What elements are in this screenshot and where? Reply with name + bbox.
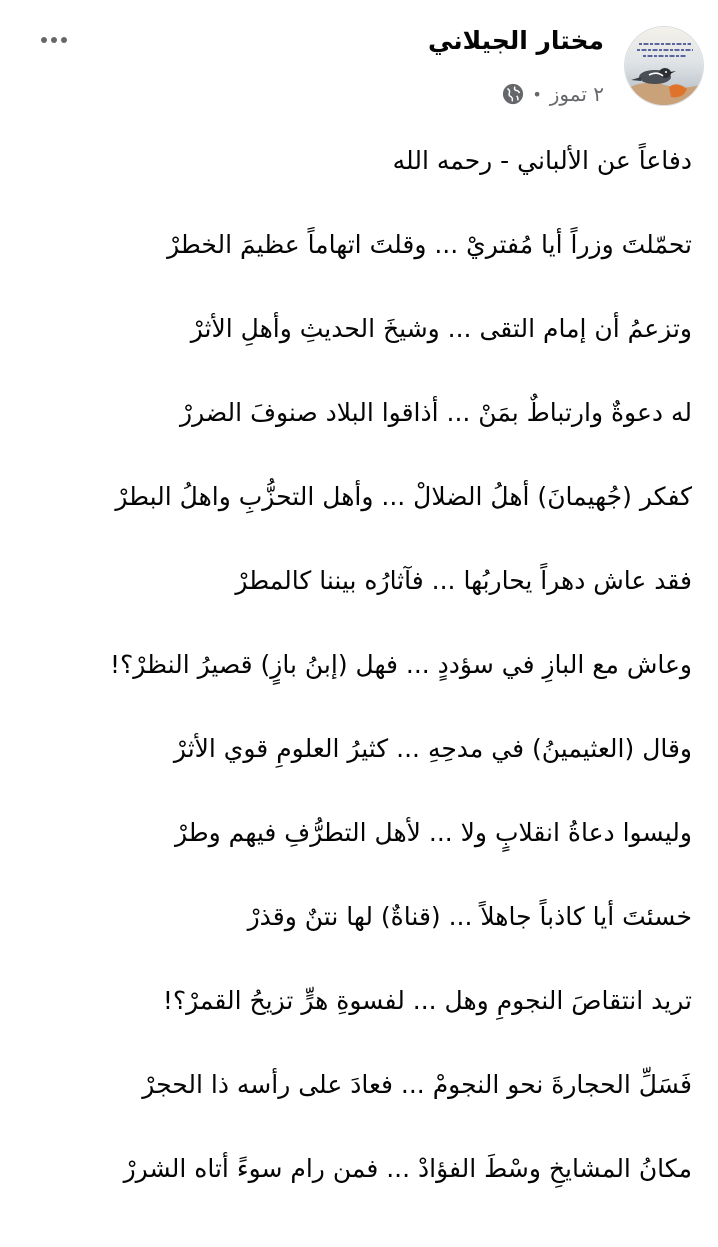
- more-options-icon: [41, 37, 47, 43]
- post-date[interactable]: ٢ تموز: [549, 82, 604, 106]
- more-options-button[interactable]: [34, 28, 74, 52]
- meta-separator: •: [532, 84, 542, 104]
- verse-line: كفكر (جُهيمانَ) أهلُ الضلالْ ... وأهل التحزُّبِ واهلُ البطرْ: [115, 482, 692, 511]
- avatar-bird-image: [625, 27, 704, 106]
- post-meta: [502, 80, 604, 108]
- verse-line: خسئتَ أيا كاذباً جاهلاً ... (قناةٌ) لها نتنٌ وقذرْ: [247, 902, 692, 931]
- verse-line: فقد عاش دهراً يحاربُها ... فآثارُه بيننا كالمطرْ: [235, 566, 692, 595]
- verse-line: تحمّلتَ وزراً أيا مُفتريْ ... وقلتَ اتهاماً عظيمَ الخطرْ: [167, 230, 692, 259]
- more-options-icon-dot: [61, 37, 67, 43]
- verse-line: وتزعمُ أن إمام التقى ... وشيخَ الحديثِ وأهلِ الأثرْ: [190, 314, 692, 343]
- verse-line: وقال (العثيمينُ) في مدحِهِ ... كثيرُ العلومِ قوي الأثرْ: [173, 734, 692, 763]
- globe-icon[interactable]: [502, 83, 524, 105]
- avatar[interactable]: [624, 26, 704, 106]
- verse-line: وليسوا دعاةُ انقلابٍ ولا ... لأهل التطرُّفِ فيهم وطرْ: [174, 818, 692, 847]
- author-name[interactable]: مختار الجيلاني: [427, 26, 604, 55]
- post-title: دفاعاً عن الألباني - رحمه الله: [392, 146, 692, 175]
- more-options-icon-dot: [51, 37, 57, 43]
- verse-line: له دعوةٌ وارتباطٌ بمَنْ ... أذاقوا البلاد صنوفَ الضررْ: [180, 398, 692, 427]
- verse-line: مكانُ المشايخِ وسْطَ الفؤادْ ... فمن رام سوءً أتاه الشررْ: [123, 1154, 692, 1183]
- verse-line: فَسَلِّ الحجارةَ نحو النجومْ ... فعادَ على رأسه ذا الحجرْ: [142, 1070, 692, 1099]
- verse-line: وعاش مع البازِ في سؤددٍ ... فهل (إبنُ بازٍ) قصيرُ النظرْ؟!: [109, 650, 692, 679]
- post-text: [20, 126, 692, 1218]
- verse-line: تريد انتقاصَ النجومِ وهل ... لفسوةِ هرٍّ تزيحُ القمرْ؟!: [162, 986, 692, 1015]
